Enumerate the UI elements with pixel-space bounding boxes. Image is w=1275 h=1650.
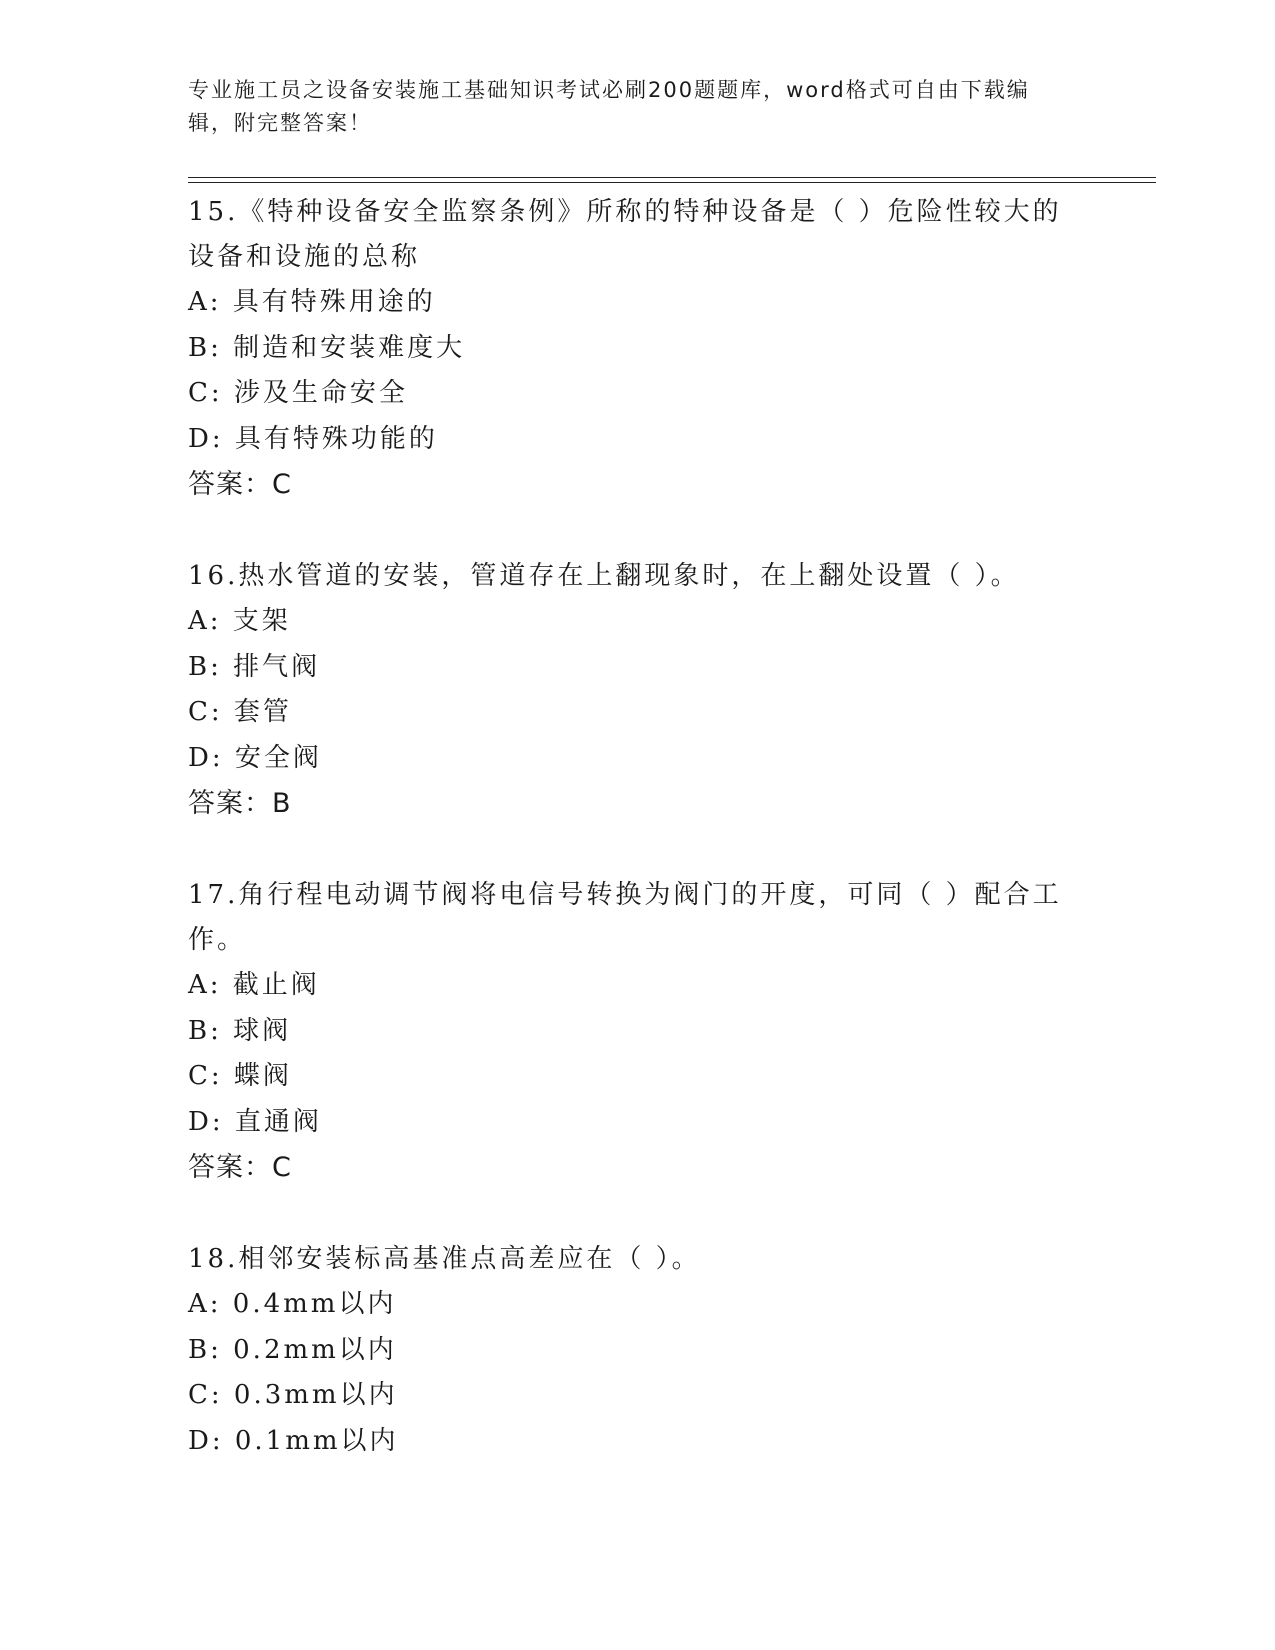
question-text: 16.热水管道的安装，管道存在上翻现象时，在上翻处设置（ ）。 (188, 561, 1020, 591)
question-list (188, 190, 1068, 1511)
option-a: A: 截止阀 (188, 970, 320, 1000)
option-c: C: 涉及生命安全 (188, 378, 408, 408)
option-d: D: 0.1mm以内 (188, 1425, 399, 1456)
question-17 (188, 873, 1068, 1190)
option-b: B: 0.2mm以内 (188, 1334, 397, 1365)
answer-line: 答案：B (188, 788, 292, 819)
option-a: A: 0.4mm以内 (188, 1289, 397, 1319)
question-text: 15.《特种设备安全监察条例》所称的特种设备是（ ）危险性较大的设备和设施的总称 (188, 197, 1062, 272)
question-text: 17.角行程电动调节阀将电信号转换为阀门的开度，可同（ ）配合工作。 (188, 880, 1062, 955)
question-18 (188, 1237, 1068, 1464)
option-b: B: 制造和安装难度大 (188, 332, 466, 363)
question-15 (188, 190, 1068, 507)
option-c: C: 蝶阀 (188, 1061, 292, 1091)
option-d: D: 安全阀 (188, 742, 322, 773)
answer-line: 答案：C (188, 469, 292, 500)
option-c: C: 套管 (188, 697, 292, 727)
option-a: A: 支架 (188, 606, 291, 636)
option-d: D: 具有特殊功能的 (188, 423, 438, 454)
document-intro: 专业施工员之设备安装施工基础知识考试必刷200题题库，word格式可自由下载编辑，附完整答案！ (188, 78, 1030, 135)
divider-line (188, 177, 1156, 178)
answer-line: 答案：C (188, 1152, 292, 1183)
question-16 (188, 554, 1068, 826)
option-d: D: 直通阀 (188, 1106, 322, 1137)
option-b: B: 排气阀 (188, 651, 321, 682)
divider-line (188, 182, 1156, 183)
question-text: 18.相邻安装标高基准点高差应在（ ）。 (188, 1244, 701, 1274)
option-b: B: 球阀 (188, 1015, 292, 1046)
option-c: C: 0.3mm以内 (188, 1380, 398, 1410)
option-a: A: 具有特殊用途的 (188, 287, 436, 317)
